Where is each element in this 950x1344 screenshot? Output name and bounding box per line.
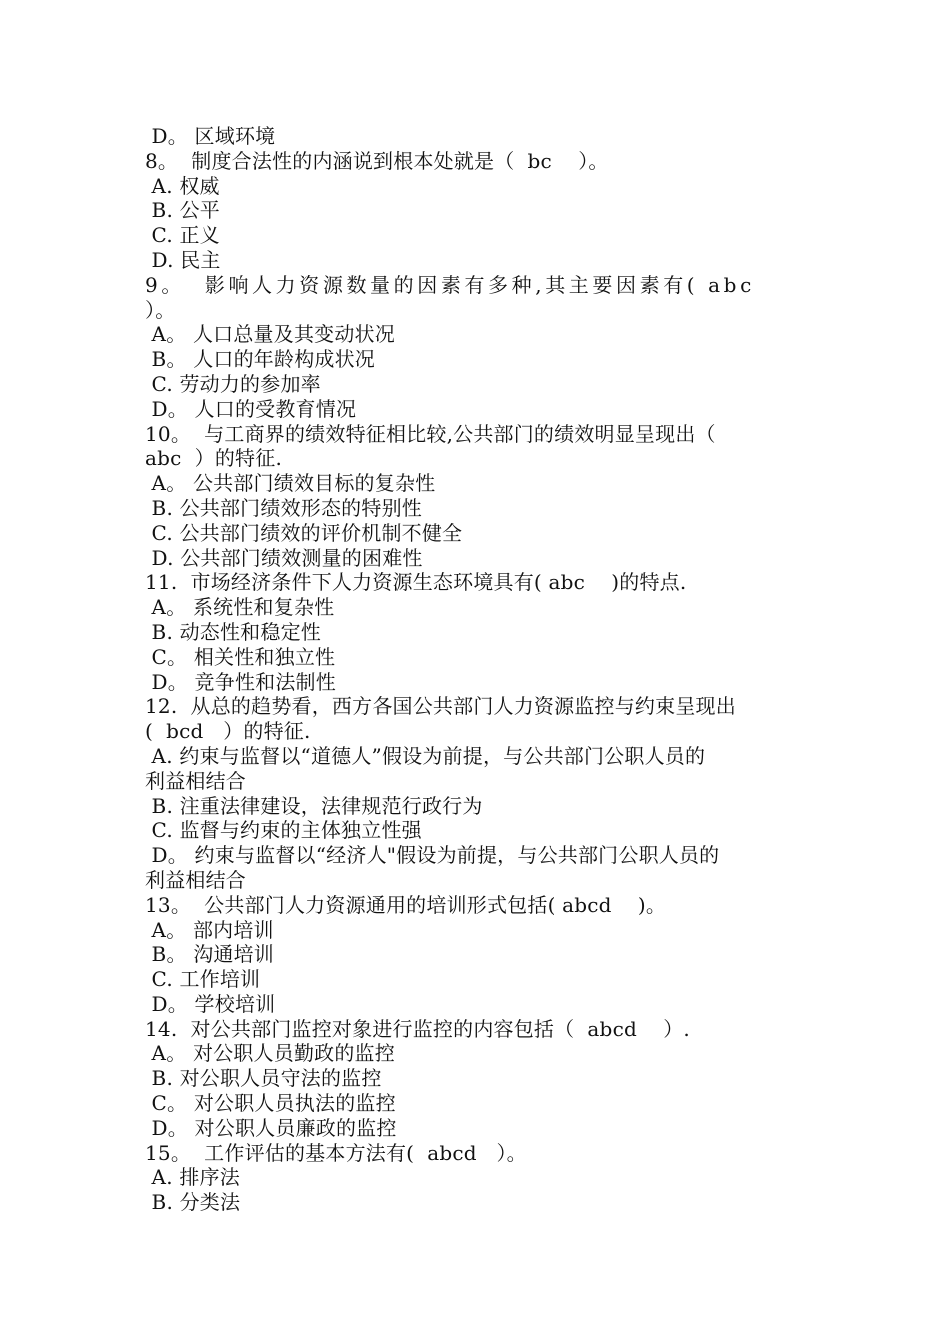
option-line: A。 对公职人员勤政的监控: [145, 1041, 395, 1066]
document-body: [145, 124, 815, 1215]
option-line: C. 工作培训: [145, 967, 261, 992]
option-line: D。 竞争性和法制性: [145, 669, 336, 694]
option-line: C. 正义: [145, 223, 220, 248]
option-line: D。 对公职人员廉政的监控: [145, 1115, 397, 1140]
option-line: D。 学校培训: [145, 991, 276, 1016]
question-line: 13。 公共部门人力资源通用的培训形式包括( abcd )。: [145, 892, 667, 917]
option-line: B. 公平: [145, 198, 220, 223]
option-line: D. 公共部门绩效测量的困难性: [145, 545, 423, 570]
option-line: B。 人口的年龄构成状况: [145, 347, 376, 372]
option-line: B. 公共部门绩效形态的特别性: [145, 495, 422, 520]
question-line: 8。 制度合法性的内涵说到根本处就是（ bc ）。: [145, 148, 609, 173]
question-line: 9。 影响人力资源数量的因素有多种,其主要因素有( abc: [145, 272, 755, 297]
option-line: C. 监督与约束的主体独立性强: [145, 818, 422, 843]
question-line: 利益相结合: [145, 768, 246, 793]
option-line: D。 区域环境: [145, 124, 276, 148]
option-line: C。 对公职人员执法的监控: [145, 1091, 396, 1116]
question-line: ）。: [145, 297, 176, 322]
option-line: D. 民主: [145, 247, 221, 272]
question-line: 11. 市场经济条件下人力资源生态环境具有( abc )的特点.: [145, 570, 687, 595]
option-line: B. 注重法律建设，法律规范行政行为: [145, 793, 483, 818]
option-line: A. 权威: [145, 173, 220, 198]
option-line: B. 分类法: [145, 1190, 241, 1215]
question-line: 利益相结合: [145, 867, 246, 892]
option-line: A。 系统性和复杂性: [145, 595, 335, 620]
question-line: 15。 工作评估的基本方法有( abcd ）。: [145, 1140, 527, 1165]
question-line: 10。 与工商界的绩效特征相比较,公共部门的绩效明显呈现出（: [145, 421, 716, 446]
question-line: 12. 从总的趋势看，西方各国公共部门人力资源监控与约束呈现出: [145, 694, 736, 719]
option-line: A. 约束与监督以“道德人”假设为前提，与公共部门公职人员的: [145, 743, 706, 768]
option-line: A。 部内培训: [145, 917, 274, 942]
question-line: 14. 对公共部门监控对象进行监控的内容包括（ abcd ）.: [145, 1016, 690, 1041]
option-line: C. 劳动力的参加率: [145, 371, 321, 396]
option-line: C。 相关性和独立性: [145, 644, 336, 669]
option-line: A. 排序法: [145, 1165, 240, 1190]
option-line: B. 对公职人员守法的监控: [145, 1066, 382, 1091]
question-line: abc ）的特征.: [145, 446, 282, 471]
option-line: B. 动态性和稳定性: [145, 619, 321, 644]
option-line: B。 沟通培训: [145, 942, 275, 967]
option-line: A。 公共部门绩效目标的复杂性: [145, 471, 436, 496]
option-line: C. 公共部门绩效的评价机制不健全: [145, 520, 463, 545]
option-line: A。 人口总量及其变动状况: [145, 322, 395, 347]
option-line: D。 约束与监督以“经济人"假设为前提，与公共部门公职人员的: [145, 843, 720, 868]
question-line: ( bcd ）的特征.: [145, 719, 311, 744]
option-line: D。 人口的受教育情况: [145, 396, 357, 421]
